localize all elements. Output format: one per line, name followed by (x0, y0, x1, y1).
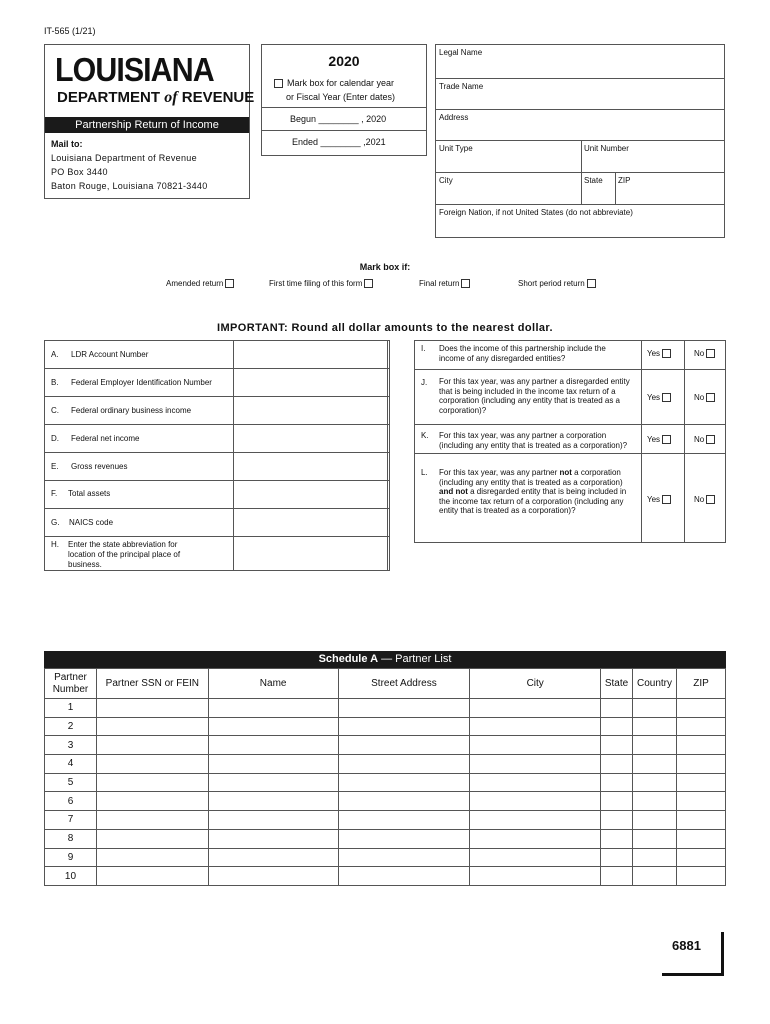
trade-name-field[interactable]: Trade Name (439, 82, 484, 91)
partner-zip-cell[interactable] (677, 848, 726, 867)
tax-year: 2020 (328, 53, 360, 69)
partner-street-cell[interactable] (338, 699, 470, 718)
partner-city-cell[interactable] (470, 717, 601, 736)
partner-state-cell[interactable] (601, 867, 633, 886)
partner-number: 5 (45, 773, 97, 792)
item-c-ordinary-income: C. Federal ordinary business income (44, 396, 388, 425)
item-i-disregarded-income: I. Does the income of this partnership include the income of any disregarded entities? Yes No (414, 340, 726, 370)
col-zip: ZIP (677, 669, 726, 699)
partner-row (45, 699, 726, 718)
item-k-no-checkbox[interactable] (706, 435, 715, 444)
col-state: State (601, 669, 633, 699)
partner-number: 4 (45, 755, 97, 774)
partner-ssn-cell[interactable] (96, 848, 208, 867)
partner-number: 9 (45, 848, 97, 867)
state-location-input[interactable] (233, 536, 390, 571)
col-country: Country (633, 669, 677, 699)
item-h-state-location: H. Enter the state abbreviation for location of the principal place of business. (44, 536, 388, 571)
item-l-non-corporate-partner: L. For this tax year, was any partner not a corporation (including any entity that is treated as a corporation) and not a disregarded entity that is being included in the income tax return of a corporation (including any entity that is treated as a corporation)? Yes No (414, 453, 726, 543)
mark-box-title: Mark box if: (359, 262, 411, 272)
mail-to-line1: Louisiana Department of Revenue (51, 153, 197, 163)
partner-row (45, 717, 726, 736)
partner-country-cell[interactable] (633, 736, 677, 755)
item-f-total-assets: F. Total assets (44, 480, 388, 509)
partner-street-cell[interactable] (338, 848, 470, 867)
partner-state-cell[interactable] (601, 811, 633, 830)
tax-year-box (261, 44, 427, 156)
mail-to-label: Mail to: (51, 139, 83, 149)
naics-input[interactable] (233, 508, 390, 537)
final-return-option[interactable]: Final return (419, 279, 470, 288)
partner-ssn-cell[interactable] (96, 867, 208, 886)
partner-ssn-cell[interactable] (96, 699, 208, 718)
partner-city-cell[interactable] (470, 736, 601, 755)
partner-ssn-cell[interactable] (96, 773, 208, 792)
partner-name-cell[interactable] (208, 773, 338, 792)
partner-row (45, 755, 726, 774)
foreign-nation-field[interactable]: Foreign Nation, if not United States (do not abbreviate) (439, 208, 633, 217)
partner-street-cell[interactable] (338, 792, 470, 811)
partner-city-cell[interactable] (470, 699, 601, 718)
partner-number: 8 (45, 829, 97, 848)
return-title-banner: Partnership Return of Income (45, 117, 249, 133)
partner-city-cell[interactable] (470, 848, 601, 867)
partner-street-cell[interactable] (338, 717, 470, 736)
partner-name-cell[interactable] (208, 792, 338, 811)
partner-zip-cell[interactable] (677, 829, 726, 848)
partner-street-cell[interactable] (338, 755, 470, 774)
col-ssn: Partner SSN or FEIN (96, 669, 208, 699)
partner-number: 10 (45, 867, 97, 886)
calendar-year-row: Mark box for calendar year (272, 78, 394, 88)
fiscal-year-label: or Fiscal Year (Enter dates) (286, 92, 396, 102)
partner-number: 2 (45, 717, 97, 736)
partner-zip-cell[interactable] (677, 717, 726, 736)
partner-country-cell[interactable] (633, 773, 677, 792)
partner-zip-cell[interactable] (677, 811, 726, 830)
first-time-filing-option[interactable]: First time filing of this form (269, 279, 373, 288)
partner-row (45, 829, 726, 848)
ended-date-field[interactable]: Ended ________ ,2021 (292, 137, 386, 147)
corner-mark (721, 932, 724, 976)
final-return-checkbox[interactable] (461, 279, 470, 288)
item-b-fein: B. Federal Employer Identification Number (44, 368, 388, 397)
ldr-account-input[interactable] (233, 340, 390, 369)
unit-number-field[interactable]: Unit Number (584, 144, 629, 153)
mail-to-line3: Baton Rouge, Louisiana 70821-3440 (51, 181, 208, 191)
partner-ssn-cell[interactable] (96, 736, 208, 755)
partner-name-cell[interactable] (208, 829, 338, 848)
partner-state-cell[interactable] (601, 829, 633, 848)
partner-row (45, 736, 726, 755)
partner-country-cell[interactable] (633, 792, 677, 811)
unit-type-field[interactable]: Unit Type (439, 144, 473, 153)
net-income-input[interactable] (233, 424, 390, 453)
partner-number: 1 (45, 699, 97, 718)
partner-city-cell[interactable] (470, 755, 601, 774)
item-l-no-checkbox[interactable] (706, 495, 715, 504)
logo-department: DEPARTMENT of REVENUE (57, 89, 255, 106)
partner-state-cell[interactable] (601, 717, 633, 736)
item-k-corporation-partner: K. For this tax year, was any partner a corporation (including any entity that is treated as a corporation)? Yes No (414, 424, 726, 454)
legal-name-field[interactable]: Legal Name (439, 48, 483, 57)
partner-number: 6 (45, 792, 97, 811)
partner-name-cell[interactable] (208, 717, 338, 736)
partner-row (45, 848, 726, 867)
col-name: Name (208, 669, 338, 699)
item-j-disregarded-partner: J. For this tax year, was any partner a disregarded entity that is being included in the income tax return of a corporation (including any entity that is treated as a corporation)? Yes No (414, 369, 726, 425)
amended-return-checkbox[interactable] (225, 279, 234, 288)
partner-zip-cell[interactable] (677, 755, 726, 774)
address-block (435, 44, 725, 238)
partner-name-cell[interactable] (208, 755, 338, 774)
partner-row (45, 867, 726, 886)
partner-zip-cell[interactable] (677, 699, 726, 718)
state-field[interactable]: State (584, 176, 603, 185)
partner-street-cell[interactable] (338, 773, 470, 792)
item-g-naics: G. NAICS code (44, 508, 388, 537)
partner-zip-cell[interactable] (677, 736, 726, 755)
partner-street-cell[interactable] (338, 811, 470, 830)
partner-ssn-cell[interactable] (96, 717, 208, 736)
partner-city-cell[interactable] (470, 829, 601, 848)
partner-ssn-cell[interactable] (96, 811, 208, 830)
partner-street-cell[interactable] (338, 867, 470, 886)
partner-name-cell[interactable] (208, 736, 338, 755)
col-street: Street Address (338, 669, 470, 699)
partner-name-cell[interactable] (208, 811, 338, 830)
partner-city-cell[interactable] (470, 867, 601, 886)
city-field[interactable]: City (439, 176, 453, 185)
partner-state-cell[interactable] (601, 792, 633, 811)
partner-country-cell[interactable] (633, 755, 677, 774)
item-a-ldr-account: A. LDR Account Number (44, 340, 388, 369)
partner-country-cell[interactable] (633, 848, 677, 867)
partner-country-cell[interactable] (633, 867, 677, 886)
header-left-box (44, 44, 255, 199)
partner-street-cell[interactable] (338, 736, 470, 755)
logo-state: LOUISIANA (55, 51, 214, 88)
partner-city-cell[interactable] (470, 811, 601, 830)
col-partner-number: Partner Number (45, 669, 97, 699)
page-code: 6881 (672, 938, 701, 953)
partner-row (45, 811, 726, 830)
partner-ssn-cell[interactable] (96, 792, 208, 811)
item-e-gross-revenues: E. Gross revenues (44, 452, 388, 481)
partner-state-cell[interactable] (601, 848, 633, 867)
mail-to-line2: PO Box 3440 (51, 167, 108, 177)
calendar-year-checkbox[interactable] (274, 79, 283, 88)
partner-state-cell[interactable] (601, 699, 633, 718)
partner-country-cell[interactable] (633, 811, 677, 830)
corner-mark-bottom (662, 973, 724, 976)
partner-row (45, 773, 726, 792)
item-j-no-checkbox[interactable] (706, 393, 715, 402)
partner-zip-cell[interactable] (677, 867, 726, 886)
partner-city-cell[interactable] (470, 773, 601, 792)
partner-name-cell[interactable] (208, 867, 338, 886)
partner-number: 7 (45, 811, 97, 830)
item-j-yes-checkbox[interactable] (662, 393, 671, 402)
partner-ssn-cell[interactable] (96, 829, 208, 848)
partner-list-table (44, 668, 726, 886)
partner-row (45, 792, 726, 811)
first-time-filing-checkbox[interactable] (364, 279, 373, 288)
item-i-no-checkbox[interactable] (706, 349, 715, 358)
short-period-option[interactable]: Short period return (518, 279, 596, 288)
col-city: City (470, 669, 601, 699)
partner-country-cell[interactable] (633, 717, 677, 736)
item-k-yes-checkbox[interactable] (662, 435, 671, 444)
total-assets-input[interactable] (233, 480, 390, 509)
item-i-yes-checkbox[interactable] (662, 349, 671, 358)
important-notice: IMPORTANT: Round all dollar amounts to the nearest dollar. (217, 322, 553, 334)
item-l-yes-checkbox[interactable] (662, 495, 671, 504)
begun-date-field[interactable]: Begun ________ , 2020 (290, 114, 387, 124)
partner-number: 3 (45, 736, 97, 755)
partner-country-cell[interactable] (633, 699, 677, 718)
partner-zip-cell[interactable] (677, 773, 726, 792)
partner-state-cell[interactable] (601, 755, 633, 774)
ordinary-income-input[interactable] (233, 396, 390, 425)
gross-revenues-input[interactable] (233, 452, 390, 481)
fein-input[interactable] (233, 368, 390, 397)
partner-state-cell[interactable] (601, 773, 633, 792)
partner-zip-cell[interactable] (677, 792, 726, 811)
item-d-net-income: D. Federal net income (44, 424, 388, 453)
schedule-a-banner: Schedule A — Partner List (44, 651, 726, 668)
partner-table-header (45, 669, 726, 699)
form-id: IT-565 (1/21) (44, 26, 96, 36)
partner-city-cell[interactable] (470, 792, 601, 811)
address-field[interactable]: Address (439, 113, 469, 122)
short-period-checkbox[interactable] (587, 279, 596, 288)
partner-name-cell[interactable] (208, 848, 338, 867)
partner-state-cell[interactable] (601, 736, 633, 755)
zip-field[interactable]: ZIP (618, 176, 631, 185)
amended-return-option[interactable]: Amended return (166, 279, 234, 288)
partner-ssn-cell[interactable] (96, 755, 208, 774)
partner-name-cell[interactable] (208, 699, 338, 718)
partner-street-cell[interactable] (338, 829, 470, 848)
partner-country-cell[interactable] (633, 829, 677, 848)
